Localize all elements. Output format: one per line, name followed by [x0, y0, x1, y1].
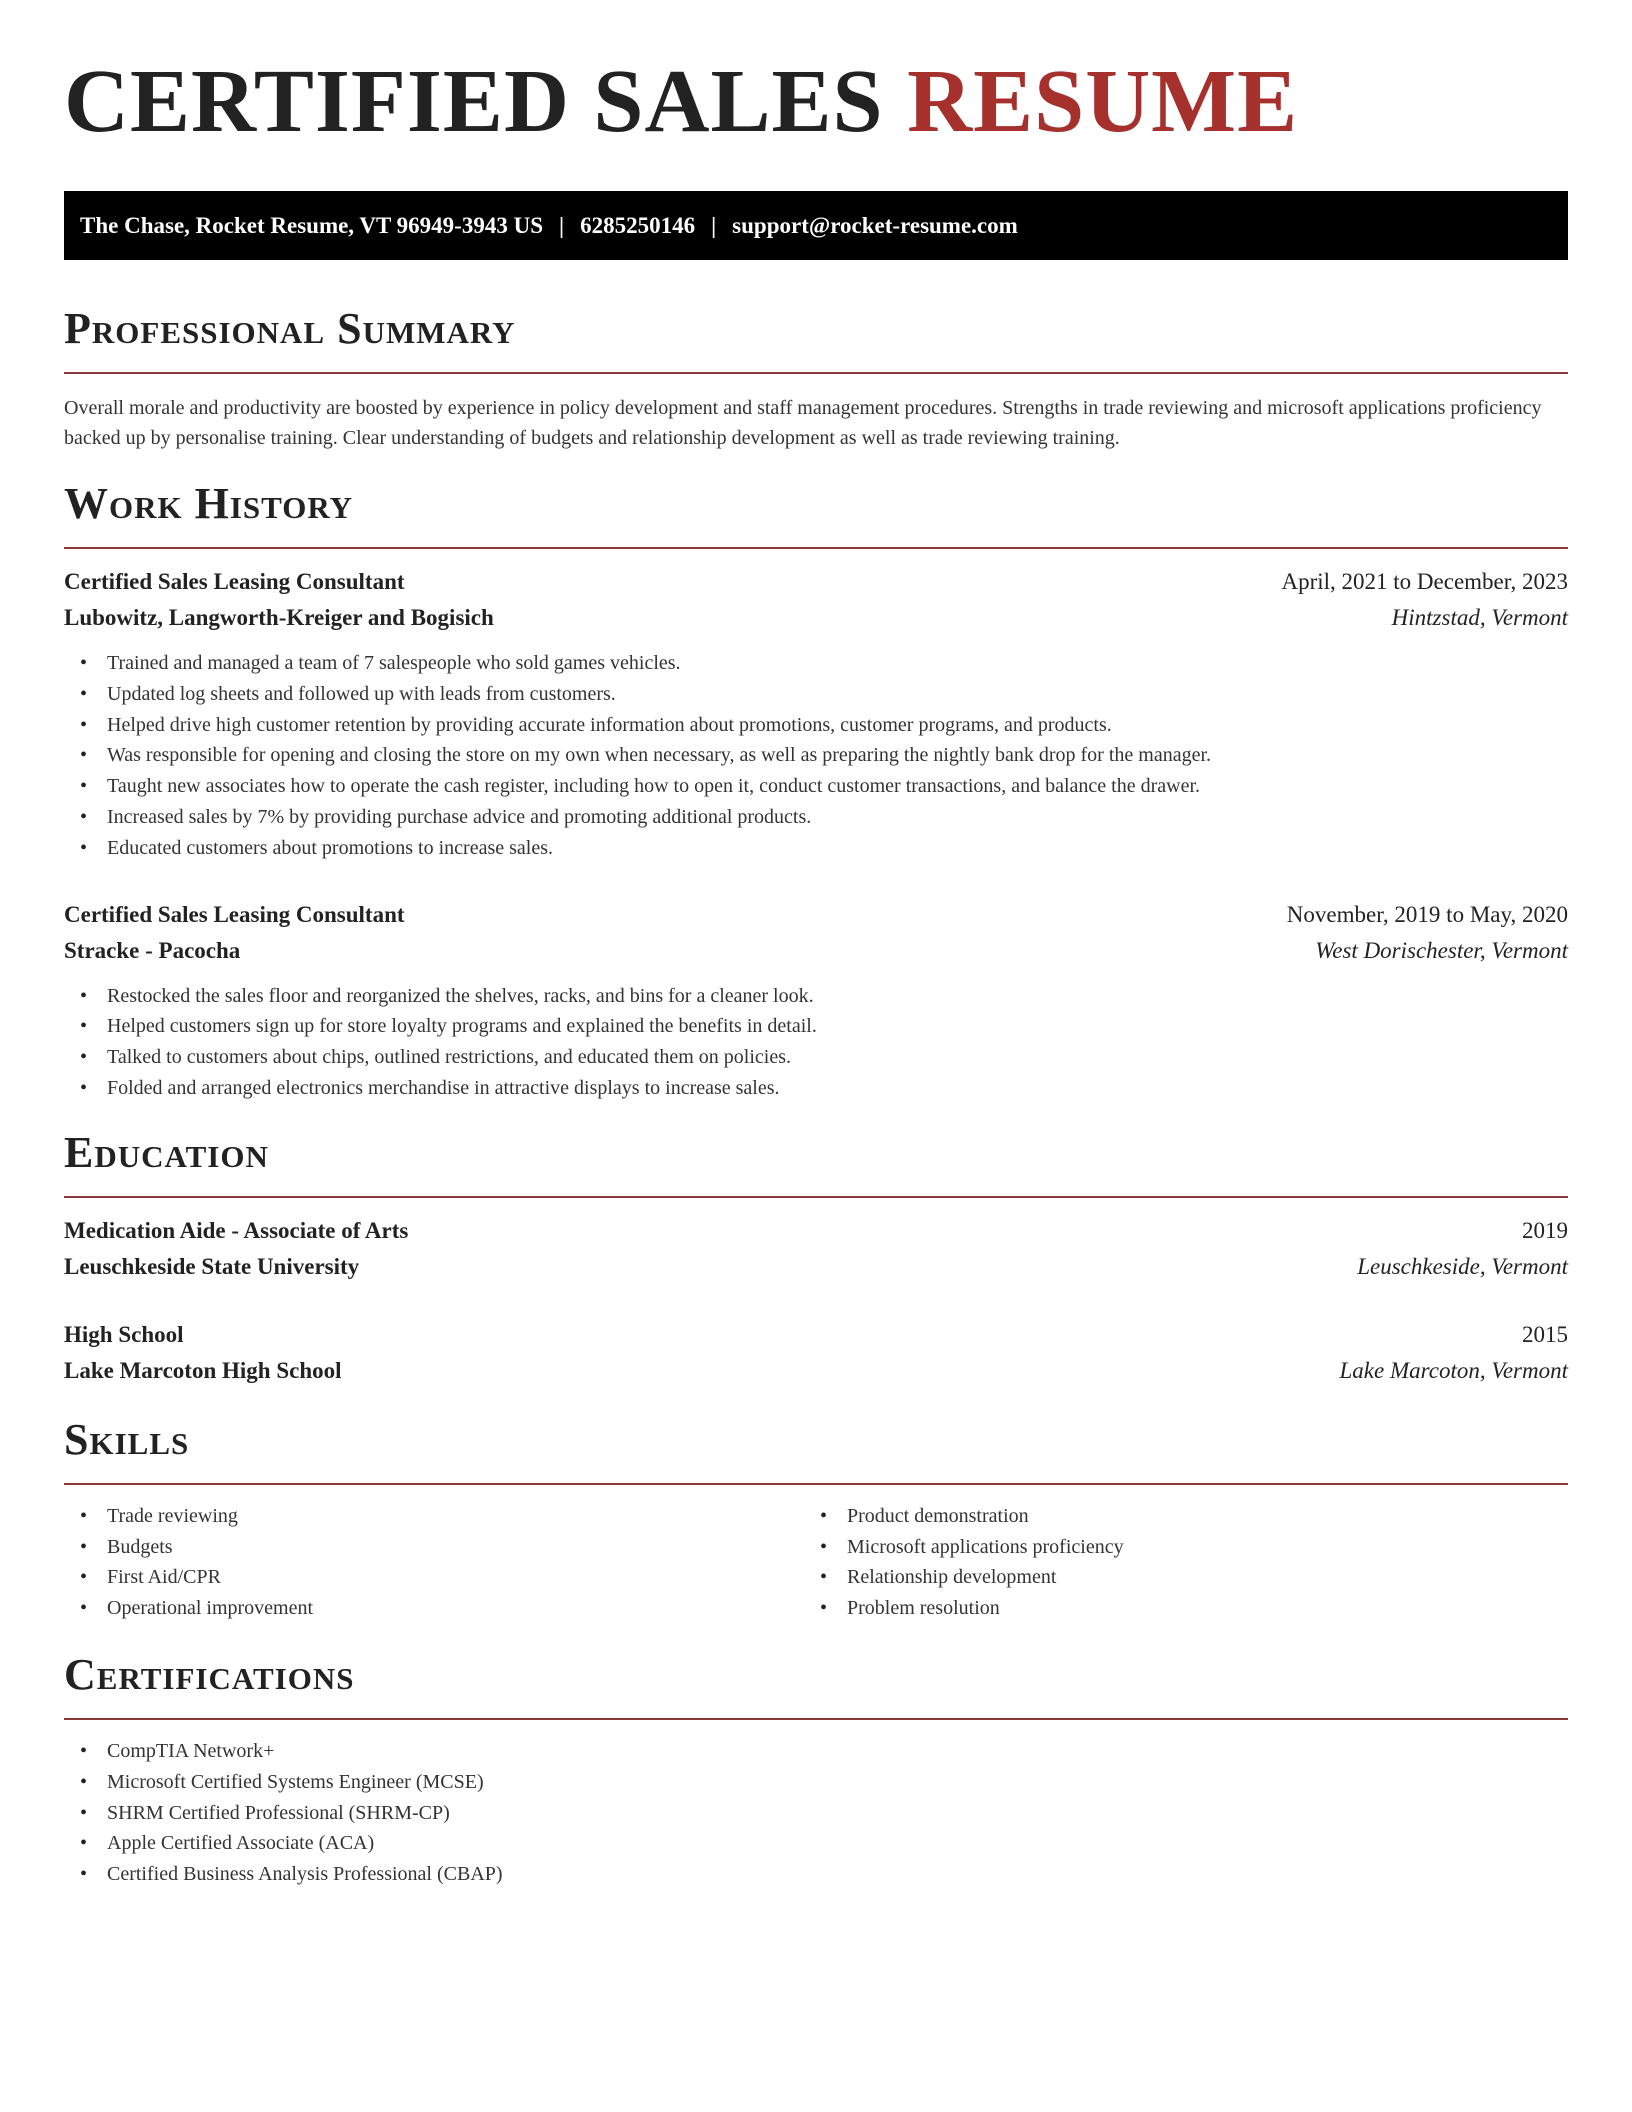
- job-company: Lubowitz, Langworth-Kreiger and Bogisich: [64, 605, 494, 630]
- education-header-row: [64, 1213, 1568, 1249]
- contact-bar: [64, 191, 1568, 260]
- job-bullet: • Taught new associates how to operate the cash register, including how to open it, conduct customer transactions, and balance the drawer.: [107, 771, 1568, 802]
- job-entry: [64, 897, 1568, 1104]
- contact-email[interactable]: support@rocket-resume.com: [732, 212, 1018, 238]
- job-dates: November, 2019 to May, 2020: [1286, 901, 1568, 927]
- job-bullet: • Updated log sheets and followed up with leads from customers.: [107, 679, 1568, 710]
- section-divider: [64, 1718, 1568, 1720]
- education-header-row: [64, 1317, 1568, 1353]
- education-degree: High School: [64, 1321, 184, 1347]
- education-location: Lake Marcoton, Vermont: [1339, 1357, 1568, 1383]
- job-bullet: • Folded and arranged electronics merchandise in attractive displays to increase sales.: [107, 1073, 1568, 1104]
- skill-item: • Problem resolution: [847, 1593, 1544, 1624]
- title-accent: RESUME: [907, 52, 1299, 151]
- work-history-heading: Work History: [64, 479, 354, 528]
- job-entry: [64, 564, 1568, 864]
- skill-item: • Product demonstration: [847, 1501, 1544, 1532]
- education-degree: Medication Aide - Associate of Arts: [64, 1217, 409, 1243]
- skill-item: • First Aid/CPR: [107, 1562, 804, 1593]
- certifications-list: [64, 1736, 1568, 1890]
- summary-text: Overall morale and productivity are boosted by experience in policy development and staff management procedures. Strengths in trade reviewing and microsoft applications proficiency backed up by personalise training. Clear understanding of budgets and relationship development as well as trade reviewing training.: [64, 397, 1542, 449]
- section-divider: [64, 372, 1568, 374]
- education-school: Lake Marcoton High School: [64, 1357, 342, 1383]
- job-bullet-list: [64, 981, 1568, 1104]
- job-title: Certified Sales Leasing Consultant: [64, 901, 405, 927]
- skill-item: • Budgets: [107, 1532, 804, 1563]
- contact-separator: |: [559, 212, 565, 238]
- skills-list-right: [804, 1501, 1544, 1624]
- summary-section: [64, 304, 1568, 453]
- section-divider: [64, 547, 1568, 549]
- education-entry: [64, 1317, 1568, 1389]
- job-bullet: • Trained and managed a team of 7 salespeople who sold games vehicles.: [107, 648, 1568, 679]
- education-section: [64, 1128, 1568, 1389]
- certifications-section: [64, 1650, 1568, 1890]
- job-bullet: • Increased sales by 7% by providing purchase advice and promoting additional products.: [107, 802, 1568, 833]
- certification-item: • CompTIA Network+: [107, 1736, 1568, 1767]
- job-title: Certified Sales Leasing Consultant: [64, 569, 405, 594]
- job-bullet: • Restocked the sales floor and reorganized the shelves, racks, and bins for a cleaner look.: [107, 981, 1568, 1012]
- certifications-heading: Certifications: [64, 1649, 355, 1699]
- job-bullet: • Talked to customers about chips, outlined restrictions, and educated them on policies.: [107, 1042, 1568, 1073]
- education-location: Leuschkeside, Vermont: [1357, 1253, 1568, 1279]
- job-header-row: [64, 897, 1568, 933]
- education-year: 2015: [1522, 1321, 1568, 1347]
- job-company-row: [64, 600, 1568, 636]
- skill-item: • Operational improvement: [107, 1593, 804, 1624]
- title-main: CERTIFIED SALES: [64, 52, 884, 151]
- job-dates: April, 2021 to December, 2023: [1281, 569, 1568, 594]
- certification-item: • SHRM Certified Professional (SHRM-CP): [107, 1798, 1568, 1829]
- skills-list-left: [64, 1501, 804, 1624]
- job-location: West Dorischester, Vermont: [1315, 937, 1568, 963]
- contact-separator: |: [711, 212, 717, 238]
- resume-title: [64, 0, 1568, 152]
- job-company-row: [64, 933, 1568, 969]
- education-entry: [64, 1213, 1568, 1285]
- skill-item: • Relationship development: [847, 1562, 1544, 1593]
- contact-phone[interactable]: 6285250146: [580, 212, 696, 238]
- job-bullet: • Was responsible for opening and closing the store on my own when necessary, as well as preparing the nightly bank drop for the manager.: [107, 740, 1568, 771]
- education-year: 2019: [1522, 1217, 1568, 1243]
- education-heading: Education: [64, 1127, 269, 1177]
- certification-item: • Certified Business Analysis Professional (CBAP): [107, 1859, 1568, 1890]
- job-bullet-list: [64, 648, 1568, 864]
- section-divider: [64, 1196, 1568, 1198]
- work-history-section: [64, 479, 1568, 1104]
- education-school-row: [64, 1249, 1568, 1285]
- job-header-row: [64, 564, 1568, 600]
- education-school: Leuschkeside State University: [64, 1253, 360, 1279]
- skills-grid: [64, 1501, 1568, 1624]
- job-bullet: • Helped customers sign up for store loyalty programs and explained the benefits in detail.: [107, 1011, 1568, 1042]
- job-bullet: • Helped drive high customer retention by providing accurate information about promotions, customer programs, and products.: [107, 710, 1568, 741]
- section-divider: [64, 1483, 1568, 1485]
- summary-heading: Professional Summary: [64, 304, 516, 353]
- certification-item: • Microsoft Certified Systems Engineer (MCSE): [107, 1767, 1568, 1798]
- skill-item: • Microsoft applications proficiency: [847, 1532, 1544, 1563]
- job-location: Hintzstad, Vermont: [1391, 605, 1568, 630]
- job-company: Stracke - Pacocha: [64, 937, 241, 963]
- skill-item: • Trade reviewing: [107, 1501, 804, 1532]
- skills-heading: Skills: [64, 1414, 190, 1464]
- skills-section: [64, 1415, 1568, 1624]
- certification-item: • Apple Certified Associate (ACA): [107, 1828, 1568, 1859]
- job-bullet: • Educated customers about promotions to increase sales.: [107, 833, 1568, 864]
- contact-address: The Chase, Rocket Resume, VT 96949-3943 US: [80, 212, 543, 238]
- education-school-row: [64, 1353, 1568, 1389]
